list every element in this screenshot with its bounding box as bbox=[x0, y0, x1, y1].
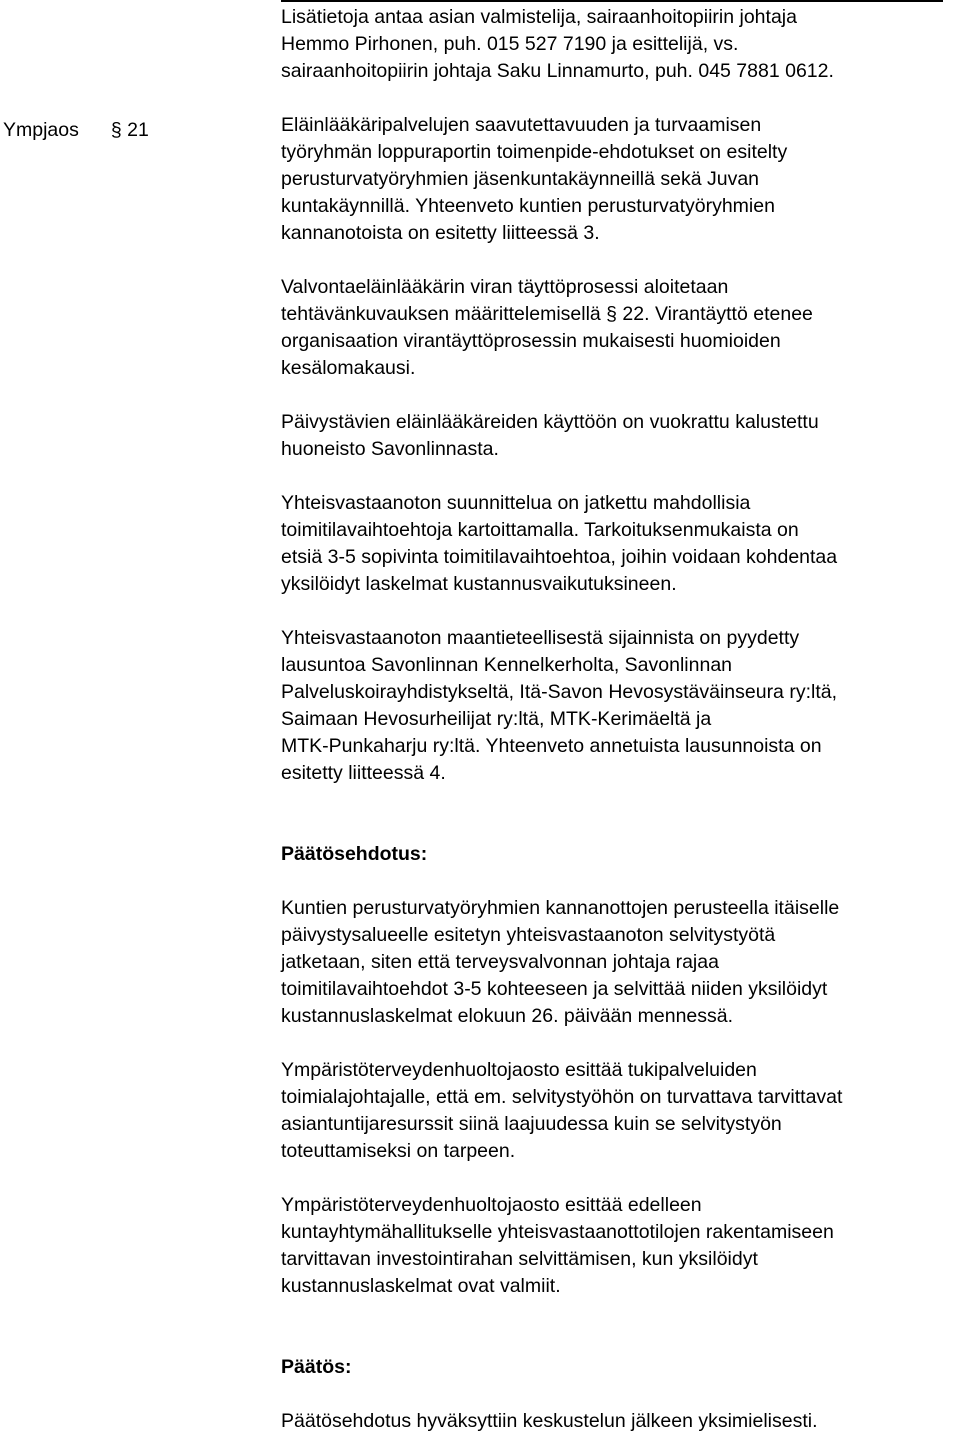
body-paragraph-3: Päivystävien eläinlääkäreiden käyttöön on vuokrattu kalustettu huoneisto Savonlinnasta. bbox=[281, 411, 819, 460]
contact-info-paragraph: Lisätietoja antaa asian valmistelija, sairaanhoitopiirin johtaja Hemmo Pirhonen, puh. 015 527 7190 ja esittelijä, vs. sairaanhoitopiirin johtaja Saku Linnamurto, puh. 045 7881 0612. bbox=[281, 6, 834, 82]
proposal-paragraph-3: Ympäristöterveydenhuoltojaosto esittää edelleen kuntayhtymähallitukselle yhteisvastaanottotilojen rakentamiseen tarvittavan investointirahan selvittämisen, kun yksilöidyt kustannuslaskelmat ovat valmiit. bbox=[281, 1194, 834, 1297]
body-paragraph-2: Valvontaeläinlääkärin viran täyttöprosessi aloitetaan tehtävänkuvauksen määrittelemisellä § 22. Virantäyttö etenee organisaation virantäyttöprosessin mukaisesti huomioiden kesälomakausi. bbox=[281, 276, 813, 379]
body-paragraph-5: Yhteisvastaanoton maantieteellisestä sijainnista on pyydetty lausuntoa Savonlinnan Kennelkerholta, Savonlinnan Palveluskoirayhdistykseltä, Itä-Savon Hevosystäväinseura ry:ltä, Saimaan Hevosurheilijat ry:ltä, MTK-Kerimäeltä ja MTK-Punkaharju ry:ltä. Yhteenveto annetuista lausunnoista on esitetty liitteessä 4. bbox=[281, 627, 837, 784]
document-body bbox=[281, 4, 957, 1435]
decision-text: Päätösehdotus hyväksyttiin keskustelun jälkeen yksimielisesti. bbox=[281, 1410, 818, 1432]
proposal-paragraph-1: Kuntien perusturvatyöryhmien kannanottojen perusteella itäiselle päivystysalueelle esitetyn yhteisvastaanoton selvitystyötä jatketaan, siten että terveysvalvonnan johtaja rajaa toimitilavaihtoehdot 3-5 kohteeseen ja selvittää niiden yksilöidyt kustannuslaskelmat elokuun 26. päivään mennessä. bbox=[281, 897, 840, 1027]
proposal-heading: Päätösehdotus: bbox=[281, 843, 428, 865]
top-rule bbox=[281, 0, 943, 2]
section-number: § 21 bbox=[110, 119, 149, 141]
body-paragraph-4: Yhteisvastaanoton suunnittelua on jatkettu mahdollisia toimitilavaihtoehtoja kartoittamalla. Tarkoituksenmukaista on etsiä 3-5 sopivinta toimitilavaihtoehtoa, joihin voidaan kohdentaa yksilöidyt laskelmat kustannusvaikutuksineen. bbox=[281, 492, 838, 595]
decision-heading: Päätös: bbox=[281, 1356, 352, 1378]
section-label bbox=[3, 117, 149, 144]
proposal-paragraph-2: Ympäristöterveydenhuoltojaosto esittää tukipalveluiden toimialajohtajalle, että em. selvitystyöhön on turvattava tarvittavat asiantuntijaresurssit siinä laajuudessa kuin se selvitystyön toteuttamiseksi on tarpeen. bbox=[281, 1059, 843, 1162]
body-paragraph-1: Eläinlääkäripalvelujen saavutettavuuden ja turvaamisen työryhmän loppuraportin toimenpide-ehdotukset on esitelty perusturvatyöryhmien jäsenkuntakäynneillä sekä Juvan kuntakäynnillä. Yhteenveto kuntien perusturvatyöryhmien kannanotoista on esitetty liitteessä 3. bbox=[281, 114, 788, 244]
section-name: Ympjaos bbox=[3, 119, 79, 141]
